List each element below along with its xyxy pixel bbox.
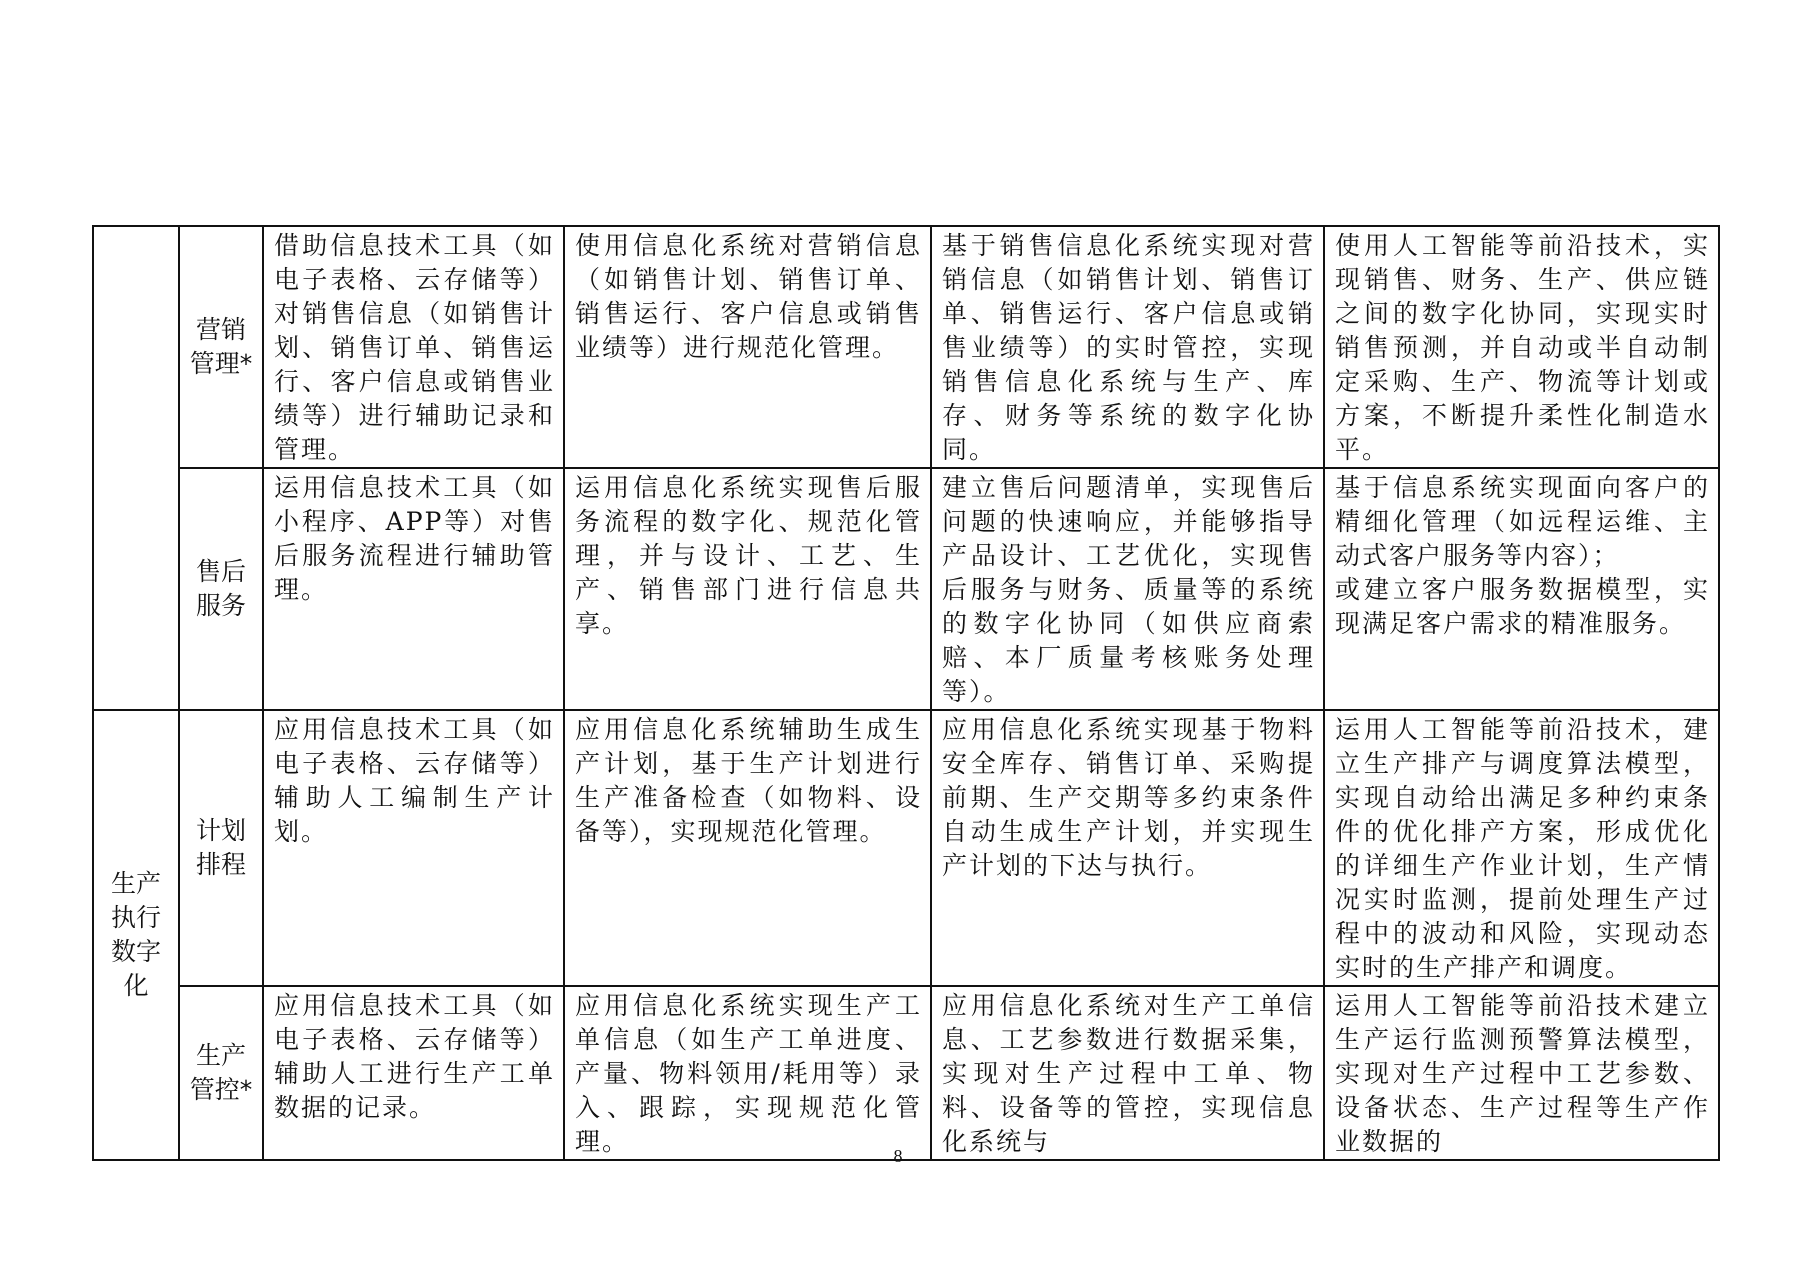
level-3-cell: 基于销售信息化系统实现对营销信息（如销售计划、销售订单、销售运行、客户信息或销售业绩等）的实时管控，实现销售信息化系统与生产、库存、财务等系统的数字化协同。	[931, 226, 1324, 468]
table-row-planning	[93, 710, 1719, 986]
table-row-marketing	[93, 226, 1719, 468]
category-cell	[93, 226, 179, 710]
level-2-cell: 运用信息化系统实现售后服务流程的数字化、规范化管理，并与设计、工艺、生产、销售部门进行信息共享。	[564, 468, 931, 710]
level-3-cell: 应用信息化系统实现基于物料安全库存、销售订单、采购提前期、生产交期等多约束条件自动生成生产计划，并实现生产计划的下达与执行。	[931, 710, 1324, 986]
item-cell-production-control: 生产 管控*	[179, 986, 263, 1160]
maturity-table	[92, 225, 1720, 1161]
level-1-cell: 应用信息技术工具（如电子表格、云存储等）辅助人工进行生产工单数据的记录。	[263, 986, 564, 1160]
level-4-cell: 基于信息系统实现面向客户的精细化管理（如远程运维、主动式客户服务等内容）； 或建立客户服务数据模型，实现满足客户需求的精准服务。	[1324, 468, 1719, 710]
item-cell-marketing: 营销 管理*	[179, 226, 263, 468]
table-row-after-sales	[93, 468, 1719, 710]
item-cell-planning: 计划 排程	[179, 710, 263, 986]
level-2-cell: 应用信息化系统辅助生成生产计划，基于生产计划进行生产准备检查（如物料、设备等），实现规范化管理。	[564, 710, 931, 986]
category-cell-production-execution: 生产 执行 数字 化	[93, 710, 179, 1160]
level-2-cell: 使用信息化系统对营销信息（如销售计划、销售订单、销售运行、客户信息或销售业绩等）进行规范化管理。	[564, 226, 931, 468]
level-4-cell: 使用人工智能等前沿技术，实现销售、财务、生产、供应链之间的数字化协同，实现实时销售预测，并自动或半自动制定采购、生产、物流等计划或方案，不断提升柔性化制造水平。	[1324, 226, 1719, 468]
level-1-cell: 借助信息技术工具（如电子表格、云存储等）对销售信息（如销售计划、销售订单、销售运行、客户信息或销售业绩等）进行辅助记录和管理。	[263, 226, 564, 468]
level-4-cell: 运用人工智能等前沿技术建立生产运行监测预警算法模型，实现对生产过程中工艺参数、设备状态、生产过程等生产作业数据的	[1324, 986, 1719, 1160]
table-row-production-control	[93, 986, 1719, 1160]
level-4-cell: 运用人工智能等前沿技术，建立生产排产与调度算法模型，实现自动给出满足多种约束条件的优化排产方案，形成优化的详细生产作业计划，生产情况实时监测，提前处理生产过程中的波动和风险，实现动态实时的生产排产和调度。	[1324, 710, 1719, 986]
level-1-cell: 应用信息技术工具（如电子表格、云存储等）辅助人工编制生产计划。	[263, 710, 564, 986]
level-1-cell: 运用信息技术工具（如小程序、APP等）对售后服务流程进行辅助管理。	[263, 468, 564, 710]
page-number: 8	[893, 1146, 903, 1166]
level-2-cell: 应用信息化系统实现生产工单信息（如生产工单进度、产量、物料领用/耗用等）录入、跟踪，实现规范化管理。	[564, 986, 931, 1160]
item-cell-after-sales: 售后 服务	[179, 468, 263, 710]
level-3-cell: 建立售后问题清单，实现售后问题的快速响应，并能够指导产品设计、工艺优化，实现售后服务与财务、质量等的系统的数字化协同（如供应商索赔、本厂质量考核账务处理等）。	[931, 468, 1324, 710]
level-3-cell: 应用信息化系统对生产工单信息、工艺参数进行数据采集，实现对生产过程中工单、物料、设备等的管控，实现信息化系统与	[931, 986, 1324, 1160]
